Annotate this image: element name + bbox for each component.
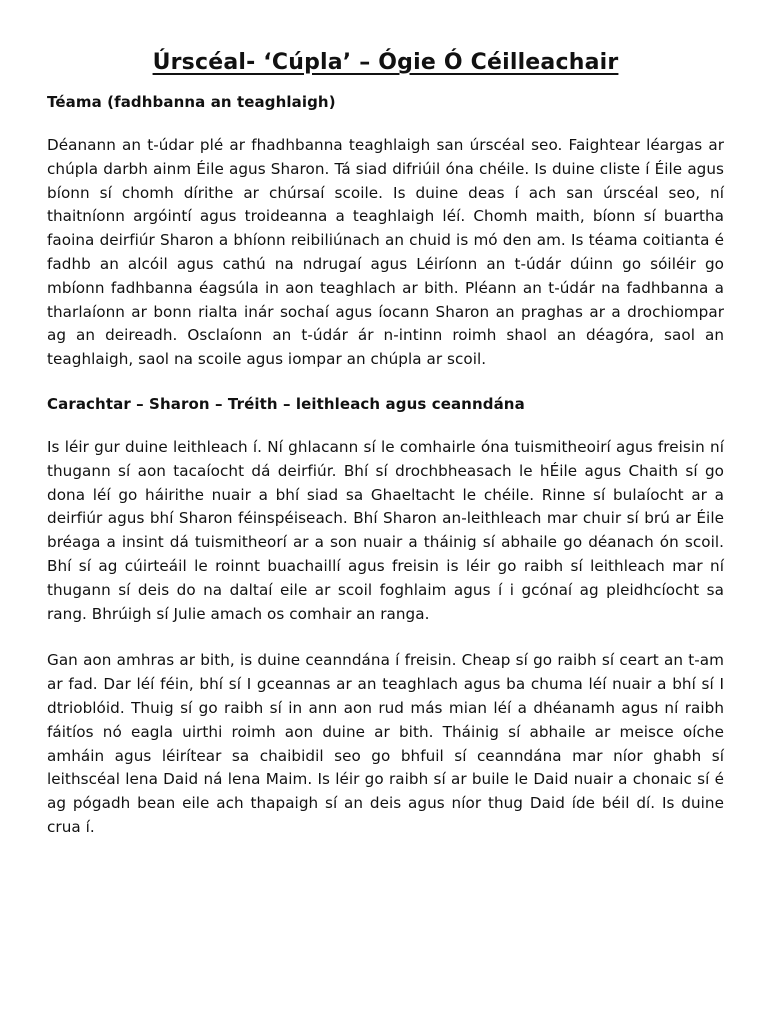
section-character xyxy=(47,395,724,840)
character-paragraph-stubborn: Gan aon amhras ar bith, is duine ceanndána í freisin. Cheap sí go raibh sí ceart an t-am ar fad. Dar léí féin, bhí sí I gceannas ar an teaghlach agus ba chuma léí nuair a bhí sí I dtrioblóid. Thuig sí go raibh sí in ann aon rud más mian léí a dhéanamh agus ní raibh fáitíos nó eagla uirthi roimh aon duine ar bith. Tháinig sí abhaile ar meisce oíche amháin agus léirítear sa chaibidil seo go bhfuil sí ceanndána mar níor ghabh sí leithscéal lena Daid ná lena Maim. Is léir go raibh sí ar buile le Daid nuair a chonaic sí é ag pógadh bean eile ach thapaigh sí an deis agus níor thug Daid íde béil dí. Is duine crua í. xyxy=(47,651,724,836)
document-title: Úrscéal- ‘Cúpla’ – Ógie Ó Céilleachair xyxy=(152,50,619,75)
section-heading-character: Carachtar – Sharon – Tréith – leithleach agus ceanndána xyxy=(47,394,525,413)
section-theme xyxy=(47,93,724,372)
character-paragraph-selfish: Is léir gur duine leithleach í. Ní ghlacann sí le comhairle óna tuismitheoirí agus freisin ní thugann sí aon tacaíocht dá deirfiúr. Bhí sí drochbheasach le hÉile agus Chaith sí go dona léí go háirithe nuair a bhí siad sa Ghaeltacht le chéile. Rinne sí bulaíocht ar a deirfiúr agus bhí Sharon féinspéiseach. Bhí Sharon an-leithleach mar chuir sí brú ar Éile bréaga a insint dá tuismitheorí ar a son nuair a tháinig sí abhaile go déanach ón scoil. Bhí sí ag cúirteáil le roinnt buachaillí agus freisin is léir go raibh sí leithleach mar ní thugann sí deis do na daltaí eile ar scoil foghlaim agus í i gcónaí ag pleidhcíocht sa rang. Bhrúigh sí Julie amach os comhair an ranga. xyxy=(47,437,724,623)
section-heading-theme: Téama (fadhbanna an teaghlaigh) xyxy=(47,93,336,111)
theme-paragraph: Déanann an t-údar plé ar fhadhbanna teaghlaigh san úrscéal seo. Faightear léargas ar chúpla darbh ainm Éile agus Sharon. Tá siad difriúil óna chéile. Is duine cliste í Éile agus bíonn sí chomh dírithe ar chúrsaí scoile. Is duine deas í ach san úrscéal seo, ní thaitníonn argóintí agus troideanna a teaghlaigh léí. Chomh maith, bíonn sí buartha faoina deirfiúr Sharon a bhíonn reibiliúnach an chuid is mó den am. Is téama coitianta é fadhb an alcóil agus cathú na ndrugaí agus Léiríonn an t-údár dúinn go sóiléir go mbíonn fadhbanna éagsúla in aon teaghlach ar bith. Pléann an t-údár na fadhbanna a tharlaíonn ar bonn rialta inár sochaí agus íocann Sharon an praghas ar a drochiompar ag an deireadh. Osclaíonn an t-údár ár n-intinn roimh shaol an déagóra, saol an teaghlaigh, saol na scoile agus iompar an chúpla ar scoil. xyxy=(47,136,724,369)
document-page xyxy=(47,40,724,863)
